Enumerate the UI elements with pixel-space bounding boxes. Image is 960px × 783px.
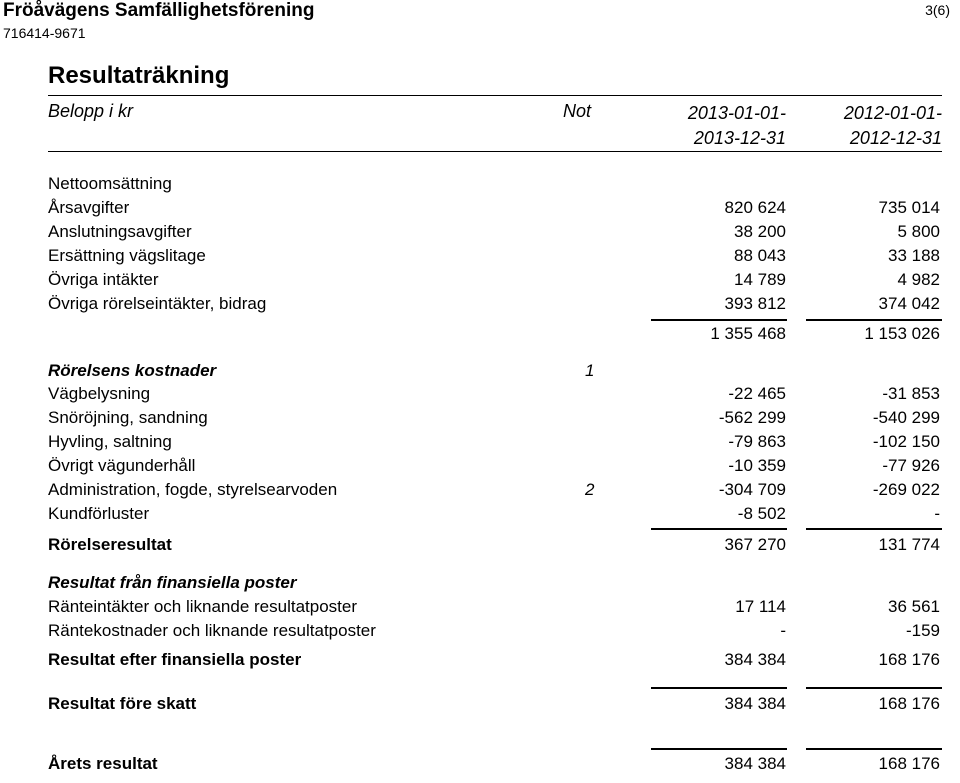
value-2013: - xyxy=(780,621,786,640)
value-2013: 384 384 xyxy=(724,650,786,669)
value-2013: 367 270 xyxy=(724,535,786,554)
row-label: Övriga rörelseintäkter, bidrag xyxy=(48,294,267,313)
row-label: Ränteintäkter och liknande resultatposter xyxy=(48,597,358,616)
value-2012: - xyxy=(934,504,940,523)
row-rorelsens-kostnader xyxy=(48,359,942,383)
row-arets-resultat xyxy=(48,752,942,776)
header-rule-bottom xyxy=(48,151,942,152)
value-2012: -31 853 xyxy=(882,384,940,403)
row-label: Administration, fogde, styrelsearvoden xyxy=(48,480,338,499)
column-label-header: Belopp i kr xyxy=(48,101,134,121)
current-period-start: 2013-01-01- xyxy=(687,103,786,123)
column-current-period-header xyxy=(673,101,786,151)
value-2013: 384 384 xyxy=(724,694,786,713)
sum-rule xyxy=(806,528,942,530)
value-2013: 38 200 xyxy=(734,222,786,241)
row-ovrigt-vagunderhall xyxy=(48,454,942,478)
value-2012: 374 042 xyxy=(878,294,940,313)
value-2013: -10 359 xyxy=(728,456,786,475)
value-2012: 36 561 xyxy=(888,597,940,616)
sum-rule xyxy=(651,319,787,321)
sum-rule xyxy=(651,528,787,530)
value-2013: 384 384 xyxy=(724,754,786,773)
row-label: Vägbelysning xyxy=(48,384,151,403)
value-2013: -304 709 xyxy=(718,480,786,499)
row-hyvling xyxy=(48,430,942,454)
sum-rule xyxy=(651,687,787,689)
page-number: 3(6) xyxy=(925,2,950,18)
section-heading: Resultat från finansiella poster xyxy=(48,573,297,592)
row-vagbelysning xyxy=(48,382,942,406)
column-note-header: Not xyxy=(563,101,592,121)
row-anslutningsavgifter xyxy=(48,220,942,244)
sum-rule xyxy=(806,687,942,689)
column-previous-period-header xyxy=(829,101,942,151)
row-label: Årsavgifter xyxy=(48,198,130,217)
note-ref: 1 xyxy=(585,361,595,380)
row-finansiella-poster xyxy=(48,571,942,595)
row-ovriga-rorelseintakter xyxy=(48,292,942,316)
value-2012: 4 982 xyxy=(897,270,940,289)
sum-rule xyxy=(806,319,942,321)
row-resultat-fore-skatt xyxy=(48,692,942,716)
value-2013: -22 465 xyxy=(728,384,786,403)
row-label: Resultat efter finansiella poster xyxy=(48,650,302,669)
row-label: Snöröjning, sandning xyxy=(48,408,208,427)
row-ersattning-vagslitage xyxy=(48,244,942,268)
row-label: Övriga intäkter xyxy=(48,270,159,289)
row-ovriga-intakter xyxy=(48,268,942,292)
value-2013: -79 863 xyxy=(728,432,786,451)
section-heading: Rörelsens kostnader xyxy=(48,361,217,380)
row-label: Ersättning vägslitage xyxy=(48,246,206,265)
row-label: Resultat före skatt xyxy=(48,694,197,713)
row-label: Kundförluster xyxy=(48,504,150,523)
value-2012: 168 176 xyxy=(878,694,940,713)
row-ranteintakter xyxy=(48,595,942,619)
row-label: Anslutningsavgifter xyxy=(48,222,192,241)
row-resultat-efter-fin xyxy=(48,648,942,672)
row-label: Nettoomsättning xyxy=(48,174,172,193)
value-2012: -159 xyxy=(905,621,940,640)
value-2012: -77 926 xyxy=(882,456,940,475)
row-rantekostnader xyxy=(48,619,942,643)
value-2013: 820 624 xyxy=(724,198,786,217)
value-2012: 131 774 xyxy=(878,535,940,554)
value-2012: -540 299 xyxy=(872,408,940,427)
value-2013: 1 355 468 xyxy=(710,324,786,343)
page-title: Resultaträkning xyxy=(48,62,230,89)
value-2013: 17 114 xyxy=(735,597,786,616)
value-2013: -562 299 xyxy=(718,408,786,427)
current-period-end: 2013-12-31 xyxy=(693,128,786,148)
row-label: Övrigt vägunderhåll xyxy=(48,456,196,475)
value-2012: 168 176 xyxy=(878,650,940,669)
previous-period-end: 2012-12-31 xyxy=(849,128,942,148)
header-rule-top xyxy=(48,95,942,96)
value-2013: 393 812 xyxy=(724,294,786,313)
value-2013: -8 502 xyxy=(737,504,786,523)
value-2012: -269 022 xyxy=(872,480,940,499)
row-label: Rörelseresultat xyxy=(48,535,172,554)
org-number: 716414-9671 xyxy=(3,25,86,41)
value-2012: 5 800 xyxy=(897,222,940,241)
value-2013: 88 043 xyxy=(734,246,786,265)
row-income-total xyxy=(48,322,942,346)
value-2012: 1 153 026 xyxy=(864,324,940,343)
row-snorojning xyxy=(48,406,942,430)
value-2012: 735 014 xyxy=(878,198,940,217)
value-2012: 33 188 xyxy=(888,246,940,265)
value-2012: -102 150 xyxy=(872,432,940,451)
sum-rule xyxy=(651,748,787,750)
row-administration xyxy=(48,478,942,502)
note-ref: 2 xyxy=(585,480,595,499)
row-label: Årets resultat xyxy=(48,754,158,773)
sum-rule xyxy=(806,748,942,750)
org-name: Fröåvägens Samfällighetsförening xyxy=(3,0,315,21)
row-rorelseresultat xyxy=(48,533,942,557)
value-2012: 168 176 xyxy=(878,754,940,773)
row-nettoomsattning xyxy=(48,172,942,196)
row-label: Räntekostnader och liknande resultatposter xyxy=(48,621,376,640)
previous-period-start: 2012-01-01- xyxy=(843,103,942,123)
row-kundforluster xyxy=(48,502,942,526)
row-arsavgifter xyxy=(48,196,942,220)
value-2013: 14 789 xyxy=(734,270,786,289)
row-label: Hyvling, saltning xyxy=(48,432,172,451)
